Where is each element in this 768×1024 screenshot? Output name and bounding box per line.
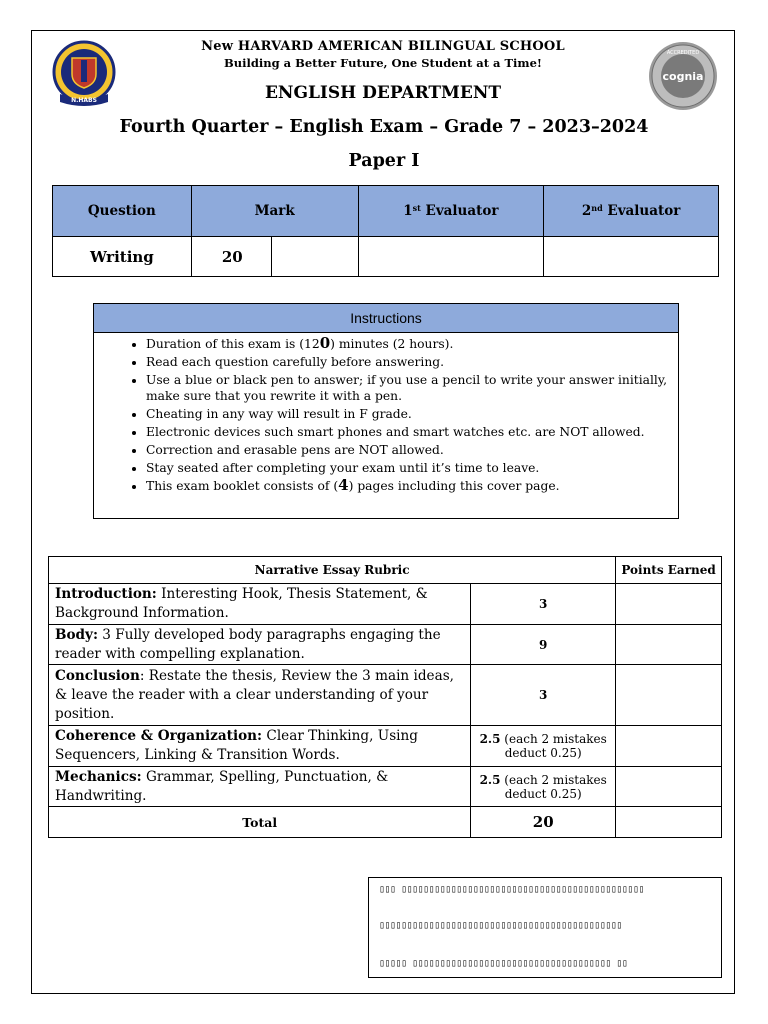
mark-cell: 20	[191, 237, 271, 277]
evaluator-2-cell[interactable]	[544, 237, 719, 277]
header-evaluator-1: 1st Evaluator	[358, 186, 544, 237]
rubric-table	[48, 556, 722, 838]
rubric-max-points: 3	[471, 584, 616, 625]
rubric-points-earned[interactable]	[616, 767, 722, 807]
seal-top-text: ACCREDITED	[666, 50, 700, 56]
rubric-row	[49, 726, 722, 767]
paper-title: Paper I	[348, 151, 420, 171]
rubric-max-points: 2.5 (each 2 mistakes deduct 0.25)	[471, 767, 616, 807]
school-name: New HARVARD AMERICAN BILINGUAL SCHOOL	[201, 39, 565, 54]
rubric-row	[49, 767, 722, 807]
header-question: Question	[53, 186, 192, 237]
instructions-box	[93, 303, 679, 519]
rubric-row	[49, 584, 722, 625]
marks-row-writing	[53, 237, 719, 277]
rubric-criterion: Coherence & Organization: Clear Thinking, Using Sequencers, Linking & Transition Words.	[49, 726, 471, 767]
instruction-item: • Electronic devices such smart phones and smart watches etc. are NOT allowed.	[146, 424, 678, 441]
total-points-earned[interactable]	[616, 807, 722, 838]
rubric-header-row	[49, 557, 722, 584]
signature-box	[368, 877, 722, 978]
school-logo-text: N.HABS	[71, 97, 97, 104]
header-mark: Mark	[191, 186, 358, 237]
total-value: 20	[471, 807, 616, 838]
department-title: ENGLISH DEPARTMENT	[264, 83, 502, 103]
instruction-item: • This exam booklet consists of (4) pages including this cover page.	[146, 477, 678, 495]
rubric-criterion: Body: 3 Fully developed body paragraphs engaging the reader with compelling explanation.	[49, 625, 471, 665]
rubric-max-points: 9	[471, 625, 616, 665]
rubric-criterion: Conclusion: Restate the thesis, Review the 3 main ideas, & leave the reader with a clear understanding of your position.	[49, 665, 471, 726]
instructions-title: Instructions	[94, 304, 678, 333]
seal-main-text: cognia	[662, 70, 704, 83]
signature-line-2: ▯▯▯▯▯▯▯▯▯▯▯▯▯▯▯▯▯▯▯▯▯▯▯▯▯▯▯▯▯▯▯▯▯▯▯▯▯▯▯▯▯▯▯▯	[379, 920, 622, 931]
points-earned-header: Points Earned	[616, 557, 722, 584]
instruction-item: • Use a blue or black pen to answer; if you use a pencil to write your answer initially, make sure that you rewrite it with a pen.	[146, 372, 678, 406]
rubric-points-earned[interactable]	[616, 665, 722, 726]
signature-line-1: ▯▯▯ ▯▯▯▯▯▯▯▯▯▯▯▯▯▯▯▯▯▯▯▯▯▯▯▯▯▯▯▯▯▯▯▯▯▯▯▯▯▯▯▯▯▯▯▯	[379, 884, 644, 895]
instruction-item: • Correction and erasable pens are NOT allowed.	[146, 442, 678, 459]
signature-line-3: ▯▯▯▯▯ ▯▯▯▯▯▯▯▯▯▯▯▯▯▯▯▯▯▯▯▯▯▯▯▯▯▯▯▯▯▯▯▯▯▯▯▯ ▯▯	[379, 958, 628, 969]
instruction-item: • Stay seated after completing your exam until it’s time to leave.	[146, 460, 678, 477]
rubric-row	[49, 625, 722, 665]
rubric-points-earned[interactable]	[616, 625, 722, 665]
marks-header-row	[53, 186, 719, 237]
evaluator-1-cell[interactable]	[358, 237, 544, 277]
instruction-item: • Cheating in any way will result in F grade.	[146, 406, 678, 423]
exam-title: Fourth Quarter – English Exam – Grade 7 – 2023–2024	[119, 117, 649, 137]
header-evaluator-2: 2nd Evaluator	[544, 186, 719, 237]
rubric-max-points: 2.5 (each 2 mistakes deduct 0.25)	[471, 726, 616, 767]
obtained-mark-cell[interactable]	[271, 237, 358, 277]
rubric-row	[49, 665, 722, 726]
cognia-seal	[647, 40, 719, 112]
school-motto: Building a Better Future, One Student at a Time!	[224, 56, 542, 70]
rubric-criterion: Mechanics: Grammar, Spelling, Punctuation, & Handwriting.	[49, 767, 471, 807]
instruction-item: • Duration of this exam is (120) minutes (2 hours).	[146, 335, 678, 353]
rubric-total-row	[49, 807, 722, 838]
marks-table	[52, 185, 719, 277]
rubric-criterion: Introduction: Interesting Hook, Thesis Statement, & Background Information.	[49, 584, 471, 625]
rubric-points-earned[interactable]	[616, 584, 722, 625]
question-cell: Writing	[53, 237, 192, 277]
instructions-list	[94, 335, 678, 495]
rubric-title: Narrative Essay Rubric	[49, 557, 616, 584]
rubric-max-points: 3	[471, 665, 616, 726]
rubric-points-earned[interactable]	[616, 726, 722, 767]
instruction-item: • Read each question carefully before answering.	[146, 354, 678, 371]
total-label: Total	[49, 807, 471, 838]
school-logo	[48, 38, 120, 110]
